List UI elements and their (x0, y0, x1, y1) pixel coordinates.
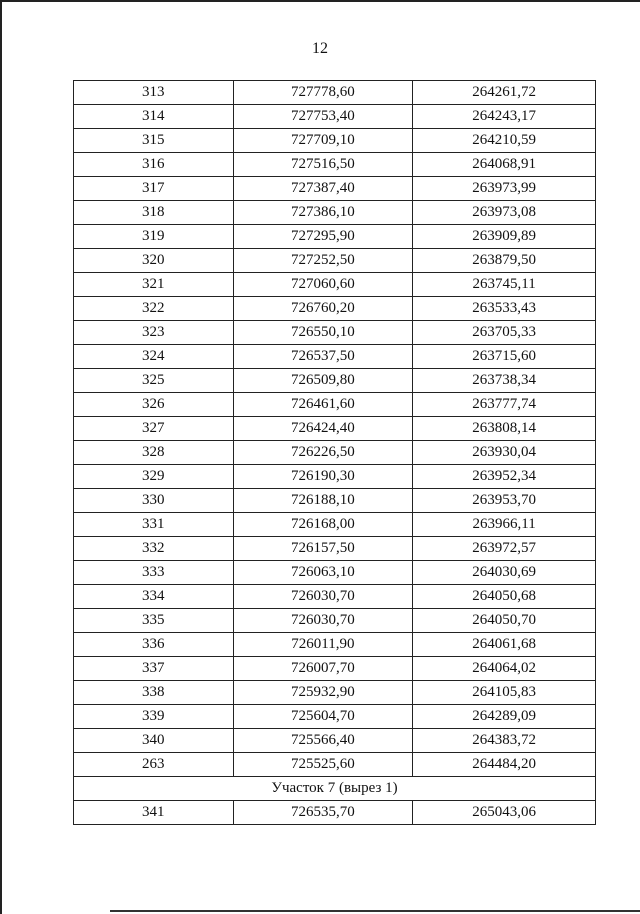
point-number-cell: 316 (74, 153, 234, 177)
point-number-cell: 341 (74, 801, 234, 825)
x-coordinate-cell: 726190,30 (233, 465, 413, 489)
point-number-cell: 263 (74, 753, 234, 777)
table-row (74, 177, 596, 201)
y-coordinate-cell: 263952,34 (413, 465, 596, 489)
table-row (74, 633, 596, 657)
x-coordinate-cell: 727060,60 (233, 273, 413, 297)
point-number-cell: 314 (74, 105, 234, 129)
x-coordinate-cell: 726535,70 (233, 801, 413, 825)
x-coordinate-cell: 727778,60 (233, 81, 413, 105)
table-row (74, 681, 596, 705)
x-coordinate-cell: 726007,70 (233, 657, 413, 681)
x-coordinate-cell: 725566,40 (233, 729, 413, 753)
table-row (74, 201, 596, 225)
x-coordinate-cell: 726063,10 (233, 561, 413, 585)
x-coordinate-cell: 727295,90 (233, 225, 413, 249)
y-coordinate-cell: 263966,11 (413, 513, 596, 537)
y-coordinate-cell: 264484,20 (413, 753, 596, 777)
x-coordinate-cell: 727753,40 (233, 105, 413, 129)
x-coordinate-cell: 726760,20 (233, 297, 413, 321)
y-coordinate-cell: 263973,99 (413, 177, 596, 201)
table-row (74, 153, 596, 177)
x-coordinate-cell: 726537,50 (233, 345, 413, 369)
x-coordinate-cell: 726509,80 (233, 369, 413, 393)
y-coordinate-cell: 263705,33 (413, 321, 596, 345)
point-number-cell: 325 (74, 369, 234, 393)
y-coordinate-cell: 264243,17 (413, 105, 596, 129)
table-row (74, 297, 596, 321)
section-header-body (74, 777, 596, 801)
table-row (74, 705, 596, 729)
point-number-cell: 335 (74, 609, 234, 633)
y-coordinate-cell: 263808,14 (413, 417, 596, 441)
point-number-cell: 313 (74, 81, 234, 105)
point-number-cell: 339 (74, 705, 234, 729)
point-number-cell: 328 (74, 441, 234, 465)
table-row (74, 657, 596, 681)
point-number-cell: 318 (74, 201, 234, 225)
point-number-cell: 320 (74, 249, 234, 273)
point-number-cell: 338 (74, 681, 234, 705)
x-coordinate-cell: 725525,60 (233, 753, 413, 777)
y-coordinate-cell: 264068,91 (413, 153, 596, 177)
y-coordinate-cell: 264105,83 (413, 681, 596, 705)
x-coordinate-cell: 726461,60 (233, 393, 413, 417)
y-coordinate-cell: 263879,50 (413, 249, 596, 273)
y-coordinate-cell: 263953,70 (413, 489, 596, 513)
table-row (74, 489, 596, 513)
y-coordinate-cell: 263973,08 (413, 201, 596, 225)
x-coordinate-cell: 726030,70 (233, 585, 413, 609)
point-number-cell: 340 (74, 729, 234, 753)
x-coordinate-cell: 726030,70 (233, 609, 413, 633)
table-row (74, 345, 596, 369)
y-coordinate-cell: 265043,06 (413, 801, 596, 825)
point-number-cell: 336 (74, 633, 234, 657)
table-row (74, 441, 596, 465)
point-number-cell: 319 (74, 225, 234, 249)
coordinates-table-body (74, 81, 596, 777)
x-coordinate-cell: 726550,10 (233, 321, 413, 345)
scan-border-bottom (110, 910, 640, 912)
x-coordinate-cell: 727252,50 (233, 249, 413, 273)
y-coordinate-cell: 264050,70 (413, 609, 596, 633)
x-coordinate-cell: 726226,50 (233, 441, 413, 465)
y-coordinate-cell: 263909,89 (413, 225, 596, 249)
y-coordinate-cell: 263715,60 (413, 345, 596, 369)
table-row (74, 417, 596, 441)
table-row (74, 249, 596, 273)
point-number-cell: 337 (74, 657, 234, 681)
table-row (74, 225, 596, 249)
table-row (74, 609, 596, 633)
table-row (74, 129, 596, 153)
x-coordinate-cell: 727387,40 (233, 177, 413, 201)
table-row (74, 753, 596, 777)
table-row (74, 561, 596, 585)
x-coordinate-cell: 726424,40 (233, 417, 413, 441)
section-title: Участок 7 (вырез 1) (74, 777, 596, 801)
y-coordinate-cell: 264383,72 (413, 729, 596, 753)
scan-border-left (0, 0, 2, 914)
point-number-cell: 333 (74, 561, 234, 585)
table-row (74, 513, 596, 537)
y-coordinate-cell: 264289,09 (413, 705, 596, 729)
table-row (74, 105, 596, 129)
point-number-cell: 331 (74, 513, 234, 537)
x-coordinate-cell: 727516,50 (233, 153, 413, 177)
table-row (74, 801, 596, 825)
point-number-cell: 332 (74, 537, 234, 561)
x-coordinate-cell: 725932,90 (233, 681, 413, 705)
scan-border-top (0, 0, 640, 2)
y-coordinate-cell: 264050,68 (413, 585, 596, 609)
point-number-cell: 324 (74, 345, 234, 369)
y-coordinate-cell: 264030,69 (413, 561, 596, 585)
section-table-body (74, 801, 596, 825)
section-header-row (74, 777, 596, 801)
point-number-cell: 323 (74, 321, 234, 345)
point-number-cell: 327 (74, 417, 234, 441)
x-coordinate-cell: 727709,10 (233, 129, 413, 153)
table-row (74, 81, 596, 105)
table-row (74, 465, 596, 489)
y-coordinate-cell: 263777,74 (413, 393, 596, 417)
table-row (74, 585, 596, 609)
point-number-cell: 330 (74, 489, 234, 513)
table-row (74, 729, 596, 753)
table-row (74, 537, 596, 561)
y-coordinate-cell: 263533,43 (413, 297, 596, 321)
y-coordinate-cell: 264261,72 (413, 81, 596, 105)
x-coordinate-cell: 727386,10 (233, 201, 413, 225)
point-number-cell: 329 (74, 465, 234, 489)
x-coordinate-cell: 726168,00 (233, 513, 413, 537)
y-coordinate-cell: 263930,04 (413, 441, 596, 465)
table-row (74, 273, 596, 297)
table-row (74, 369, 596, 393)
table-row (74, 393, 596, 417)
coordinates-table (73, 80, 596, 825)
y-coordinate-cell: 264061,68 (413, 633, 596, 657)
point-number-cell: 321 (74, 273, 234, 297)
x-coordinate-cell: 725604,70 (233, 705, 413, 729)
y-coordinate-cell: 263972,57 (413, 537, 596, 561)
point-number-cell: 322 (74, 297, 234, 321)
y-coordinate-cell: 264210,59 (413, 129, 596, 153)
y-coordinate-cell: 264064,02 (413, 657, 596, 681)
point-number-cell: 317 (74, 177, 234, 201)
point-number-cell: 326 (74, 393, 234, 417)
y-coordinate-cell: 263745,11 (413, 273, 596, 297)
page-number: 12 (312, 40, 328, 57)
table-row (74, 321, 596, 345)
x-coordinate-cell: 726011,90 (233, 633, 413, 657)
x-coordinate-cell: 726157,50 (233, 537, 413, 561)
point-number-cell: 334 (74, 585, 234, 609)
y-coordinate-cell: 263738,34 (413, 369, 596, 393)
x-coordinate-cell: 726188,10 (233, 489, 413, 513)
point-number-cell: 315 (74, 129, 234, 153)
